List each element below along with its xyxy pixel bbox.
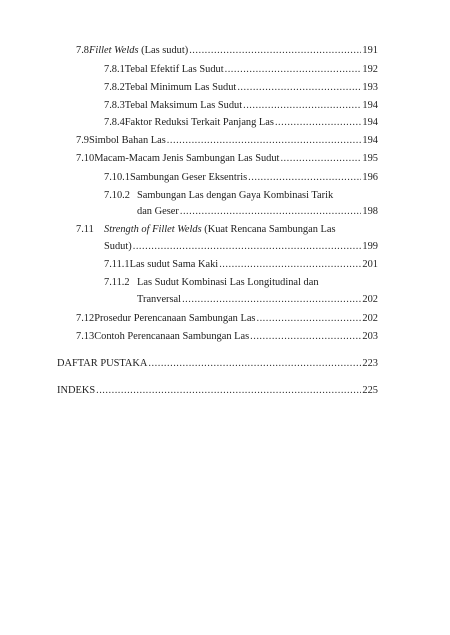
toc-title: Tebal Maksimum Las Sudut: [124, 100, 243, 111]
toc-number: 7.10.2: [104, 190, 130, 201]
toc-number: 7.8: [76, 45, 89, 56]
toc-entry-7-8-4[interactable]: [104, 117, 378, 129]
toc-title-italic: Strength of Fillet Welds: [104, 224, 202, 235]
toc-number: 7.8.3: [104, 100, 125, 111]
toc-title: Las Sudut Kombinasi Las Longitudinal dan: [137, 277, 319, 288]
toc-page-number: 196: [362, 172, 378, 183]
toc-leader: [256, 313, 361, 325]
toc-number: 7.12: [76, 313, 95, 324]
toc-title: Tebal Minimum Las Sudut: [124, 82, 237, 93]
toc-entry-7-8-3[interactable]: [104, 100, 378, 112]
toc-title: Prosedur Perencanaan Sambungan Las: [94, 313, 256, 324]
toc-title: Sudut): [104, 241, 132, 252]
toc-number: 7.11: [76, 224, 94, 235]
toc-number: 7.11.1: [104, 259, 130, 270]
toc-page-number: 199: [362, 241, 378, 252]
toc-title: Tebal Efektif Las Sudut: [124, 64, 224, 75]
toc-leader: [275, 117, 361, 129]
toc-leader: [248, 172, 361, 184]
toc-leader: [96, 385, 361, 397]
toc-page-number: 198: [362, 206, 378, 217]
toc-page-number: 202: [362, 294, 378, 305]
toc-title: Sambungan Las dengan Gaya Kombinasi Tarik: [137, 190, 334, 201]
toc-page-number: 194: [362, 135, 378, 146]
toc-title: Las sudut Sama Kaki: [129, 259, 219, 270]
toc-entry-7-11-continued[interactable]: [104, 241, 378, 253]
toc-title: Macam-Macam Jenis Sambungan Las Sudut: [94, 153, 280, 164]
toc-entry-7-11-2-continued[interactable]: [137, 294, 378, 306]
toc-leader: [167, 135, 361, 147]
toc-page-number: 191: [362, 45, 378, 56]
toc-number: 7.9: [76, 135, 89, 146]
toc-page-number: 203: [362, 331, 378, 342]
toc-page-number: 201: [362, 259, 378, 270]
toc-leader: [148, 358, 361, 370]
toc-entry-7-11-1[interactable]: [104, 259, 378, 271]
toc-entry-7-11-2[interactable]: [104, 277, 378, 289]
toc-leader: [180, 206, 361, 218]
toc-number: 7.11.2: [104, 277, 130, 288]
toc-entry-7-10-1[interactable]: [104, 172, 378, 184]
toc-page-number: 193: [362, 82, 378, 93]
toc-title: Contoh Perencanaan Sambungan Las: [94, 331, 250, 342]
toc-title: dan Geser: [137, 206, 179, 217]
toc-number: 7.8.2: [104, 82, 125, 93]
toc-leader: [280, 153, 361, 165]
toc-leader: [133, 241, 361, 253]
toc-leader: [189, 45, 361, 57]
toc-leader: [225, 64, 361, 76]
toc-entry-7-13[interactable]: [76, 331, 378, 343]
toc-entry-7-12[interactable]: [76, 313, 378, 325]
toc-entry-daftar-pustaka[interactable]: [57, 358, 378, 370]
toc-number: 7.10: [76, 153, 95, 164]
toc-title: Simbol Bahan Las: [89, 135, 166, 146]
toc-title: Sambungan Geser Eksentris: [129, 172, 248, 183]
toc-page-number: 223: [362, 358, 378, 369]
toc-title-line: [104, 190, 333, 202]
toc-entry-7-10-2-continued[interactable]: [137, 206, 378, 218]
toc-entry-7-11[interactable]: [76, 224, 378, 236]
toc-leader: [250, 331, 361, 343]
toc-page-number: 202: [362, 313, 378, 324]
toc-title: Faktor Reduksi Terkait Panjang Las: [124, 117, 274, 128]
toc-page-number: 194: [362, 100, 378, 111]
toc-entry-7-8[interactable]: [76, 45, 378, 57]
toc-page-number: 194: [362, 117, 378, 128]
toc-page-number: 225: [362, 385, 378, 396]
toc-title: Tranversal: [137, 294, 182, 305]
toc-leader: [243, 100, 361, 112]
toc-leader: [182, 294, 361, 306]
toc-entry-7-10[interactable]: [76, 153, 378, 165]
toc-leader: [219, 259, 361, 271]
toc-number: 7.8.1: [104, 64, 125, 75]
toc-title: INDEKS: [57, 385, 96, 396]
toc-title: DAFTAR PUSTAKA: [57, 358, 148, 369]
toc-entry-7-10-2[interactable]: [104, 190, 378, 202]
toc-leader: [237, 82, 361, 94]
toc-entry-indeks[interactable]: [57, 385, 378, 397]
toc-page-number: 192: [362, 64, 378, 75]
toc-number: 7.10.1: [104, 172, 130, 183]
toc-title: (Kuat Rencana Sambungan Las: [201, 224, 336, 235]
toc-entry-7-8-2[interactable]: [104, 82, 378, 94]
toc-entry-7-9[interactable]: [76, 135, 378, 147]
toc-title: Fillet Welds (Las sudut): [89, 45, 189, 56]
toc-number: 7.8.4: [104, 117, 125, 128]
toc-number: 7.13: [76, 331, 95, 342]
toc-entry-7-8-1[interactable]: [104, 64, 378, 76]
toc-page-number: 195: [362, 153, 378, 164]
